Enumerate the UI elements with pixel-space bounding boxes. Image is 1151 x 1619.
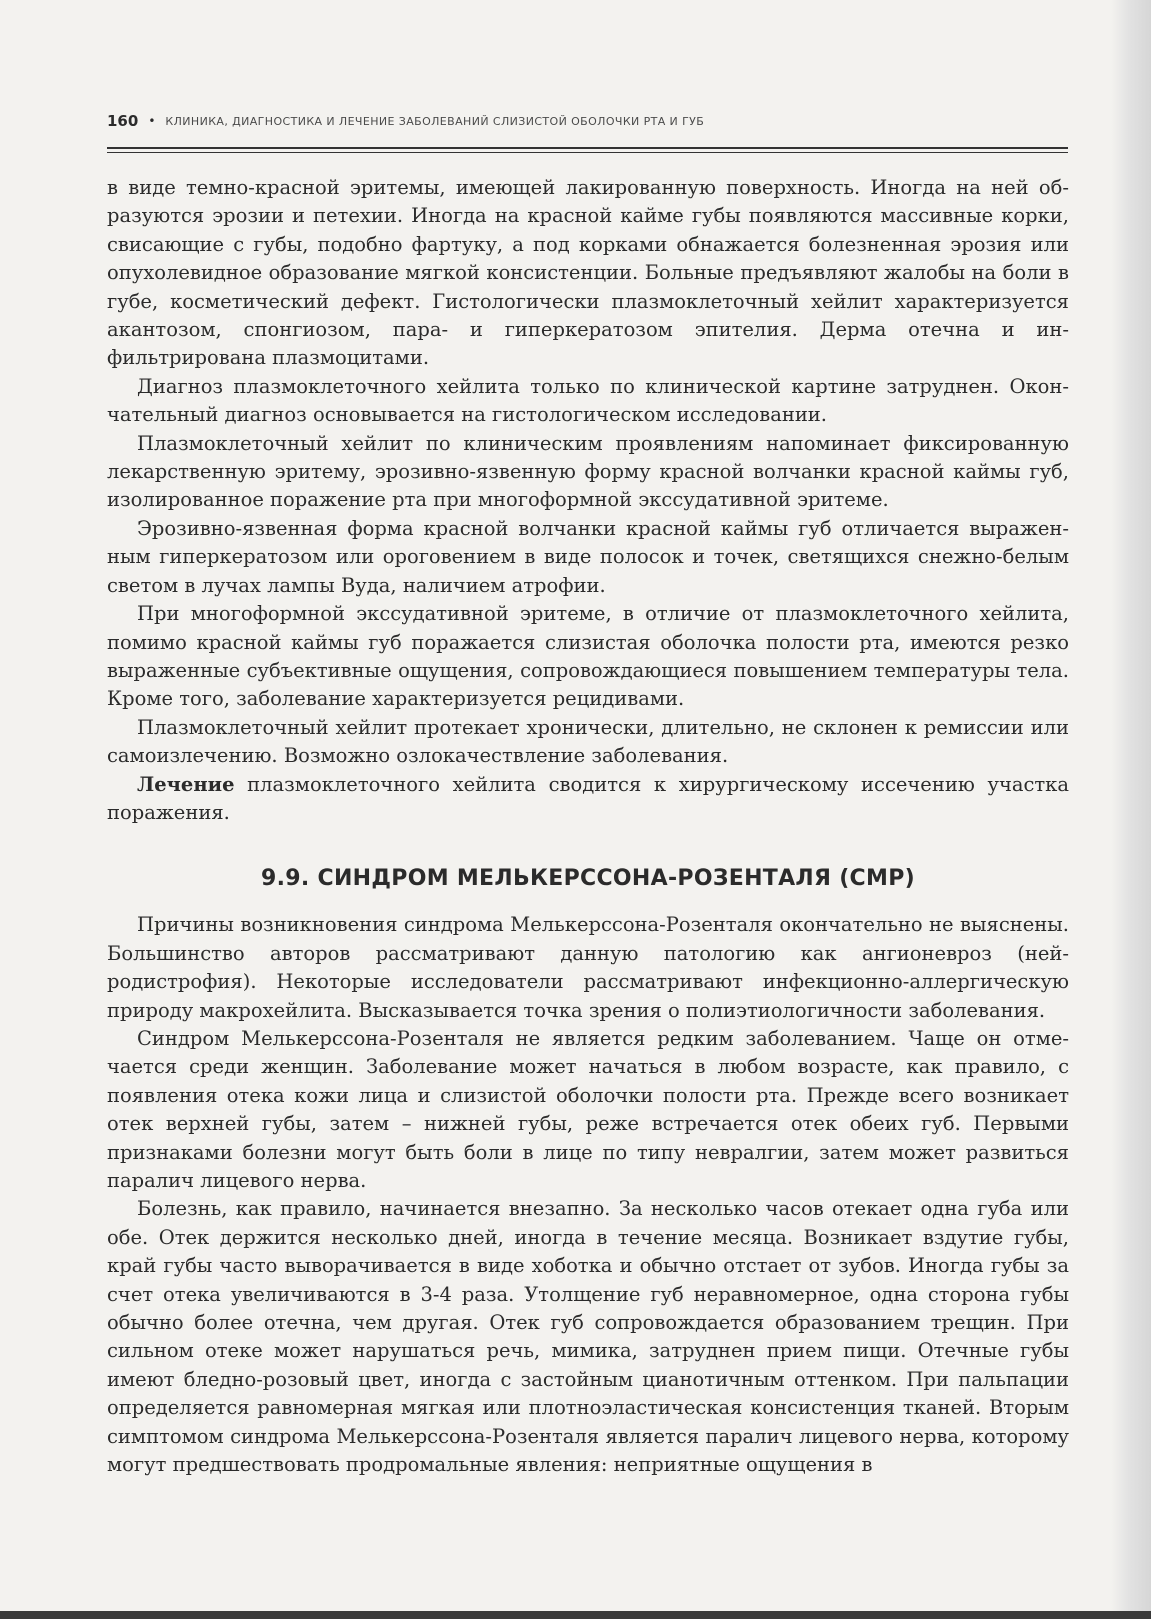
treatment-lead-word: Лечение	[137, 772, 235, 796]
treatment-paragraph	[107, 771, 1069, 828]
paragraph: При многоформной экссудативной эритеме, в отличие от плазмоклеточного хейлита, помимо красной каймы губ поражается слизистая оболочка полости рта, имеются резко выраженные субъективные ощущения, сопровождающиеся повышением температуры тела. Кроме того, заболевание характеризуется рецидивами.	[107, 602, 1069, 711]
paragraph: Эрозивно-язвенная форма красной волчанки красной каймы губ отличается выраженным гиперкератозом или ороговением в виде полосок и точек, светящихся снежно-белым светом в лучах лампы Вуда, наличием атрофии.	[107, 516, 1069, 597]
paragraph: Плазмоклеточный хейлит протекает хронически, длительно, не склонен к ремиссии или самоизлечению. Возможно озлокачествление заболевания.	[107, 715, 1069, 768]
header-rule	[107, 147, 1068, 153]
running-title: КЛИНИКА, ДИАГНОСТИКА И ЛЕЧЕНИЕ ЗАБОЛЕВАНИЙ СЛИЗИСТОЙ ОБОЛОЧКИ РТА И ГУБ	[165, 114, 705, 128]
paragraph: Плазмоклеточный хейлит по клиническим проявлениям напоминает фиксированную лекарственную эритему, эрозивно-язвенную форму красной волчанки красной каймы губ, изолированное поражение рта при многоформной экссудативной эритеме.	[107, 431, 1069, 512]
page-body	[107, 174, 1069, 1479]
page-number: 160	[107, 112, 139, 130]
header-bullet: •	[148, 114, 156, 128]
running-header	[107, 110, 1067, 132]
paragraph: Причины возникновения синдрома Мелькерссона-Розенталя окончательно не выяснены. Большинство авторов рассматривают данную патологию как ангионевроз (нейродистрофия). Некоторые исследователи рассматривают инфекционно-аллергическую природу макрохейлита. Высказывается точка зрения о полиэтиологичности заболевания.	[107, 913, 1069, 1022]
section-heading: 9.9. СИНДРОМ МЕЛЬКЕРССОНА-РОЗЕНТАЛЯ (СМР)	[261, 866, 915, 892]
scan-bottom-edge	[0, 1611, 1151, 1619]
page-edge-shadow	[1111, 0, 1151, 1619]
paragraph: Синдром Мелькерссона-Розенталя не является редким заболеванием. Чаще он отмечается среди женщин. Заболевание может начаться в любом возрасте, как правило, с появления отека кожи лица и слизистой оболочки полости рта. Прежде всего возникает отек верхней губы, затем – нижней губы, реже встречается отек обеих губ. Первыми признаками болезни могут быть боли в лице по типу невралгии, затем может развиться паралич лицевого нерва.	[107, 1026, 1069, 1192]
paragraph: Болезнь, как правило, начинается внезапно. За несколько часов отекает одна губа или обе. Отек держится несколько дней, иногда в течение месяца. Возникает вздутие губы, край губы часто выворачивается в виде хоботка и обычно отстает от зубов. Иногда губы за счет отека увеличиваются в 3-4 раза. Утолщение губ неравномерное, одна сторона губы обычно более отечна, чем другая. Отек губ сопровождается образованием трещин. При сильном отеке может нарушаться речь, мимика, затруднен прием пищи. Отечные губы имеют бледно-розовый цвет, иногда с застойным цианотичным оттенком. При пальпации определяется равномерная мягкая или плотноэластическая консистенция тканей. Вторым симптомом синдрома Мелькерссона-Розенталя является паралич лицевого нерва, которому могут предшествовать продромальные явления: неприятные ощущения в	[107, 1197, 1069, 1477]
treatment-text: плазмоклеточного хейлита сводится к хирургическому иссечению участка поражения.	[107, 772, 1069, 824]
paragraph: Диагноз плазмоклеточного хейлита только по клинической картине затруднен. Окончательный диагноз основывается на гистологическом исследовании.	[107, 374, 1069, 427]
paragraph: в виде темно-красной эритемы, имеющей лакированную поверхность. Иногда на ней образуются эрозии и петехии. Иногда на красной кайме губы появляются массивные корки, свисающие с губы, подобно фартуку, а под корками обнажается болезненная эрозия или опухолевидное образование мягкой консистенции. Больные предъявляют жалобы на боли в губе, косметический дефект. Гистологически плазмоклеточный хейлит характеризуется акантозом, спонгиозом, пара- и гиперкератозом эпителия. Дерма отечна и инфильтрирована плазмоцитами.	[107, 176, 1069, 370]
